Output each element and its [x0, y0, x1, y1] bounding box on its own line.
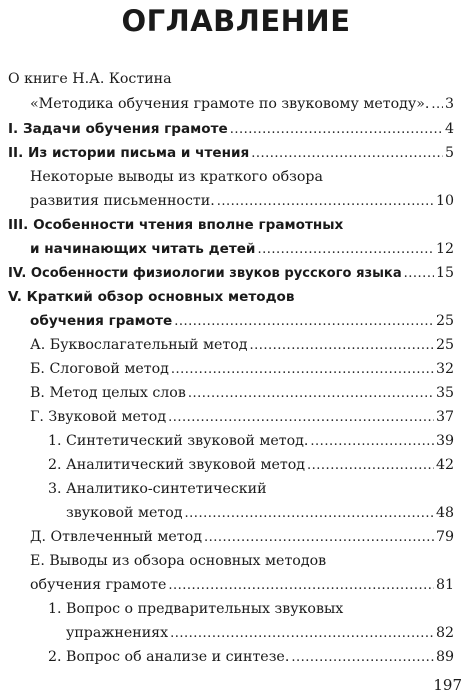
toc-entry-page: 4 [444, 121, 454, 137]
toc-entry [30, 240, 454, 259]
toc-entry-page: 3 [444, 96, 454, 112]
toc-entry-text: 2. Вопрос об анализе и синтезе. [48, 649, 290, 665]
toc-entry [66, 624, 454, 643]
toc-entry [8, 264, 454, 283]
toc-entry-page: 42 [435, 457, 454, 473]
page-title: ОГЛАВЛЕНИЕ [121, 4, 351, 38]
toc-entry-text: V. Краткий обзор основных методов [8, 289, 295, 305]
toc-entry [30, 360, 454, 379]
dot-leader [217, 193, 434, 211]
toc-entry [30, 95, 454, 114]
toc-entry-text: развития письменности. [30, 193, 215, 209]
toc-entry [8, 216, 454, 234]
dot-leader [404, 265, 434, 283]
toc-entry [8, 120, 454, 139]
toc-entry-text: А. Буквослагательный метод [30, 337, 248, 353]
toc-entry [66, 504, 454, 523]
toc-entry-page: 25 [435, 313, 454, 329]
toc-entry [30, 168, 454, 186]
toc-entry-page: 89 [435, 649, 454, 665]
toc-entry-page: 81 [435, 577, 454, 593]
toc-entry-text: I. Задачи обучения грамоте [8, 121, 228, 137]
toc-entry-text: упражнениях [66, 625, 169, 641]
toc-entry [30, 312, 454, 331]
dot-leader [431, 96, 443, 114]
dot-leader [171, 361, 434, 379]
toc-entry-text: 2. Аналитический звуковой метод [48, 457, 306, 473]
toc-entry-page: 10 [435, 193, 454, 209]
toc-entry-page: 12 [435, 241, 454, 257]
toc-entry-page: 15 [435, 265, 454, 281]
dot-leader [251, 145, 443, 163]
toc-entry-page: 25 [435, 337, 454, 353]
toc-entry-text: Некоторые выводы из краткого обзора [30, 169, 323, 185]
toc-entry-text: В. Метод целых слов [30, 385, 186, 401]
toc-entry-page: 32 [435, 361, 454, 377]
toc-entry-text: обучения грамоте [30, 577, 167, 593]
dot-leader [170, 625, 434, 643]
toc-entry-page: 5 [444, 145, 454, 161]
dot-leader [185, 505, 434, 523]
toc-entry [30, 192, 454, 211]
toc-entry-text: Д. Отвлеченный метод [30, 529, 202, 545]
toc-entry [48, 648, 454, 667]
toc-entry-text: 1. Вопрос о предварительных звуковых [48, 601, 344, 617]
toc-entry [48, 600, 454, 618]
toc-entry-text: IV. Особенности физиологии звуков русского языка [8, 266, 402, 281]
dot-leader [188, 385, 434, 403]
dot-leader [174, 313, 434, 331]
toc-entry-page: 37 [435, 409, 454, 425]
toc-entry [48, 432, 454, 451]
dot-leader [204, 529, 434, 547]
toc-entry-text: Б. Слоговой метод [30, 361, 169, 377]
toc-entry [8, 144, 454, 163]
toc-entry [48, 480, 454, 498]
toc-entry-text: и начинающих читать детей [30, 241, 256, 257]
dot-leader [250, 337, 434, 355]
toc-entry [8, 288, 454, 306]
dot-leader [257, 241, 433, 259]
toc-entry-page: 82 [435, 625, 454, 641]
toc-entry [30, 408, 454, 427]
toc-entry-text: Г. Звуковой метод [30, 409, 167, 425]
toc-entry-text: обучения грамоте [30, 313, 173, 329]
toc-entry-text: III. Особенности чтения вполне грамотных [8, 217, 344, 233]
toc-entry [30, 528, 454, 547]
dot-leader [168, 409, 434, 427]
toc-entry-text: 3. Аналитико-синтетический [48, 481, 267, 497]
toc-entry [30, 576, 454, 595]
toc-entry-text: «Методика обучения грамоте по звуковому методу». [30, 96, 430, 112]
dot-leader [307, 457, 434, 475]
toc-entry-page: 79 [435, 529, 454, 545]
toc-entry-page: 39 [435, 433, 454, 449]
toc-entry-text: 1. Синтетический звуковой метод. [48, 433, 309, 449]
toc-entry-page: 35 [435, 385, 454, 401]
toc-entry-text: II. Из истории письма и чтения [8, 145, 250, 161]
toc-entry-page: 48 [435, 505, 454, 521]
toc-entry [30, 384, 454, 403]
toc-entry [8, 70, 454, 88]
toc-entry-text: О книге Н.А. Костина [8, 71, 172, 87]
toc-entry [48, 456, 454, 475]
dot-leader [310, 433, 434, 451]
dot-leader [168, 577, 434, 595]
toc-entry [30, 336, 454, 355]
toc-entry-text: звуковой метод [66, 505, 183, 521]
dot-leader [230, 121, 443, 139]
toc-entry [30, 552, 454, 570]
dot-leader [291, 649, 434, 667]
page-number: 197 [433, 676, 462, 694]
toc-entry-text: Е. Выводы из обзора основных методов [30, 553, 327, 569]
